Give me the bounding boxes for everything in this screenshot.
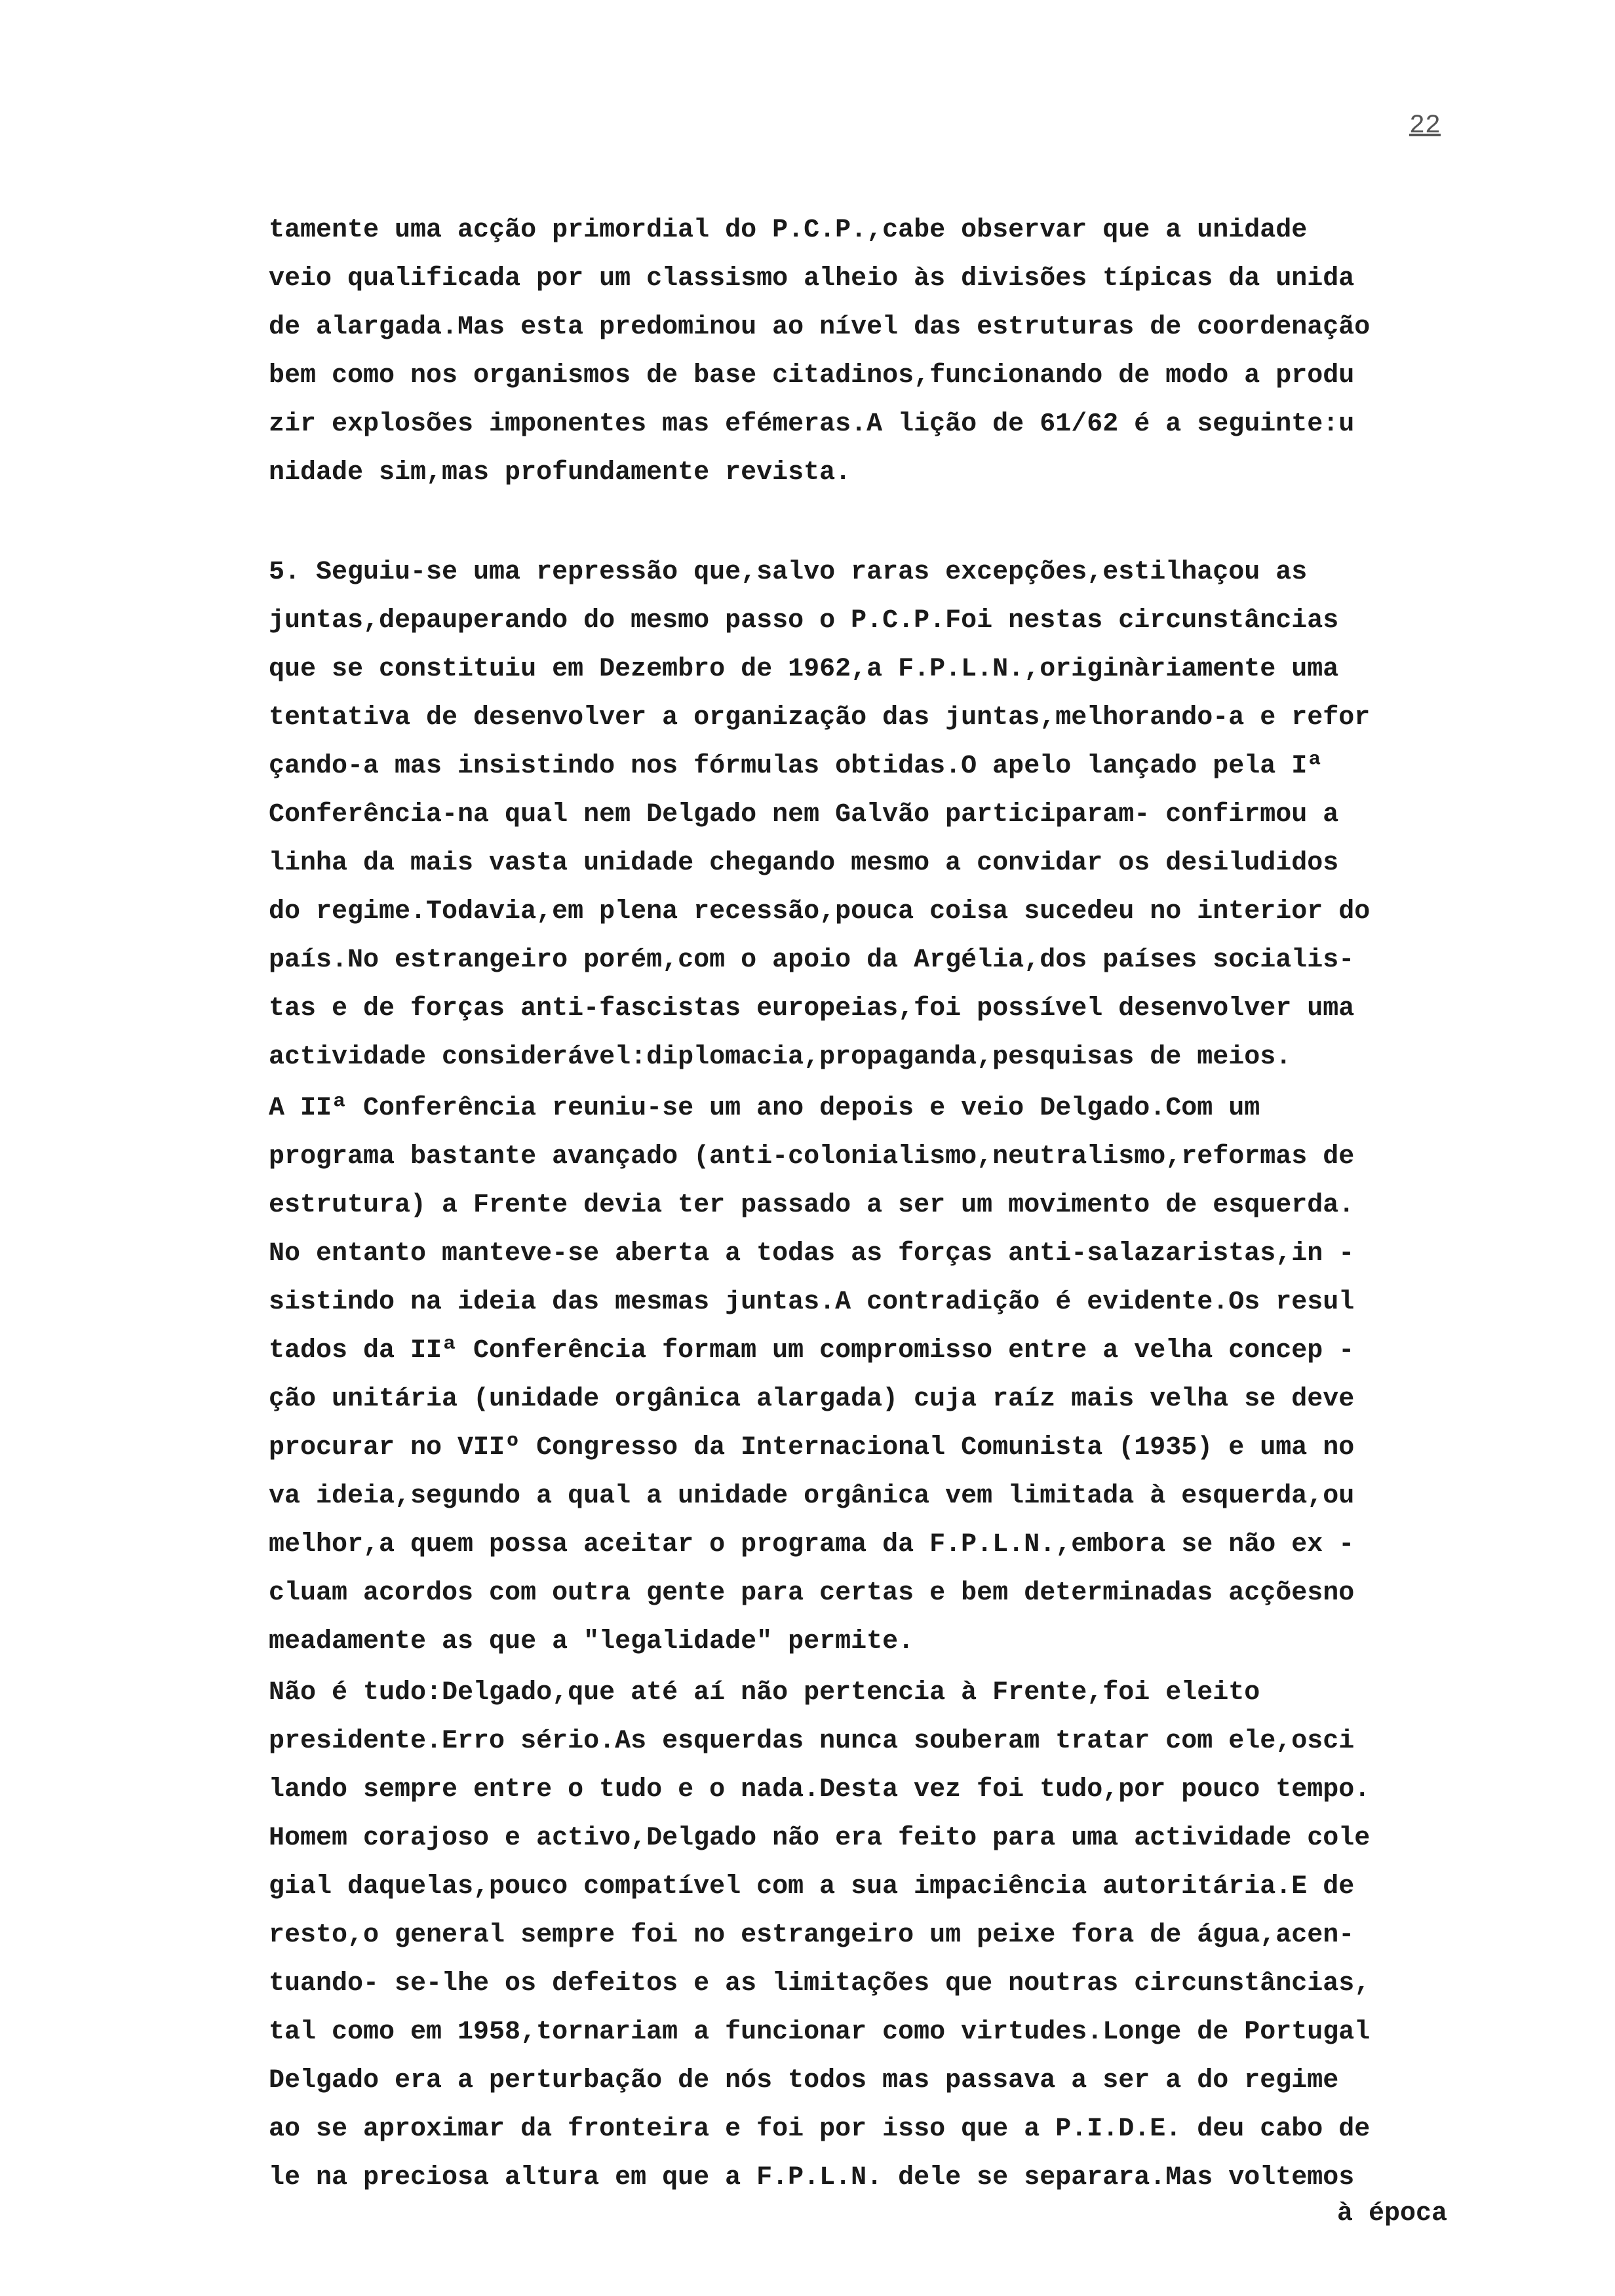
text-line: 5. Seguiu-se uma repressão que,salvo raras excepções,estilhaçou as [269, 558, 1308, 587]
text-line: gial daquelas,pouco compatível com a sua impaciência autoritária.E de [269, 1872, 1355, 1902]
text-line: tamente uma acção primordial do P.C.P.,cabe observar que a unidade [269, 216, 1308, 245]
text-line: linha da mais vasta unidade chegando mesmo a convidar os desiludidos [269, 849, 1339, 878]
text-line: le na preciosa altura em que a F.P.L.N. dele se separara.Mas voltemos [269, 2163, 1355, 2192]
text-line: A IIª Conferência reuniu-se um ano depois e veio Delgado.Com um [269, 1094, 1260, 1123]
text-line: cluam acordos com outra gente para certas e bem determinadas acçõesno [269, 1578, 1355, 1608]
text-line: va ideia,segundo a qual a unidade orgânica vem limitada à esquerda,ou [269, 1482, 1355, 1511]
text-line: veio qualificada por um classismo alheio às divisões típicas da unida [269, 264, 1355, 294]
text-line: Não é tudo:Delgado,que até aí não pertencia à Frente,foi eleito [269, 1678, 1260, 1708]
text-line: sistindo na ideia das mesmas juntas.A contradição é evidente.Os resul [269, 1288, 1355, 1317]
text-line: que se constituiu em Dezembro de 1962,a F.P.L.N.,originàriamente uma [269, 655, 1339, 684]
text-line: meadamente as que a "legalidade" permite. [269, 1627, 914, 1656]
text-line: de alargada.Mas esta predominou ao nível das estruturas de coordenação [269, 313, 1371, 342]
text-line: No entanto manteve-se aberta a todas as forças anti-salazaristas,in - [269, 1239, 1355, 1269]
page-footer: à época [1337, 2199, 1448, 2229]
text-line: programa bastante avançado (anti-colonialismo,neutralismo,reformas de [269, 1142, 1355, 1172]
text-line: resto,o general sempre foi no estrangeiro um peixe fora de água,acen- [269, 1921, 1355, 1950]
text-line: procurar no VIIº Congresso da Internacional Comunista (1935) e uma no [269, 1433, 1355, 1463]
text-line: ção unitária (unidade orgânica alargada) cuja raíz mais velha se deve [269, 1385, 1355, 1414]
text-line: zir explosões imponentes mas efémeras.A lição de 61/62 é a seguinte:u [269, 410, 1355, 439]
text-line: Delgado era a perturbação de nós todos mas passava a ser a do regime [269, 2066, 1339, 2095]
text-line: lando sempre entre o tudo e o nada.Desta vez foi tudo,por pouco tempo. [269, 1775, 1371, 1805]
page-number: 22 [1409, 111, 1441, 141]
text-line: estrutura) a Frente devia ter passado a ser um movimento de esquerda. [269, 1191, 1355, 1220]
text-line: Conferência-na qual nem Delgado nem Galvão participaram- confirmou a [269, 800, 1339, 830]
text-line: presidente.Erro sério.As esquerdas nunca souberam tratar com ele,osci [269, 1727, 1355, 1756]
text-line: país.No estrangeiro porém,com o apoio da Argélia,dos países socialis- [269, 946, 1355, 975]
text-line: tas e de forças anti-fascistas europeias,foi possível desenvolver uma [269, 994, 1355, 1024]
text-line: çando-a mas insistindo nos fórmulas obtidas.O apelo lançado pela Iª [269, 752, 1323, 781]
text-line: Homem corajoso e activo,Delgado não era feito para uma actividade cole [269, 1824, 1371, 1853]
text-line: tuando- se-lhe os defeitos e as limitações que noutras circunstâncias, [269, 1969, 1371, 1999]
text-line: tal como em 1958,tornariam a funcionar como virtudes.Longe de Portugal [269, 2018, 1371, 2047]
text-line: juntas,depauperando do mesmo passo o P.C.P.Foi nestas circunstâncias [269, 606, 1339, 636]
text-line: melhor,a quem possa aceitar o programa da F.P.L.N.,embora se não ex - [269, 1530, 1355, 1559]
text-line: bem como nos organismos de base citadinos,funcionando de modo a produ [269, 361, 1355, 391]
text-line: do regime.Todavia,em plena recessão,pouca coisa sucedeu no interior do [269, 897, 1371, 927]
text-line: actividade considerável:diplomacia,propaganda,pesquisas de meios. [269, 1043, 1292, 1072]
text-line: ao se aproximar da fronteira e foi por isso que a P.I.D.E. deu cabo de [269, 2114, 1371, 2144]
text-line: tados da IIª Conferência formam um compromisso entre a velha concep - [269, 1336, 1355, 1366]
text-line: tentativa de desenvolver a organização das juntas,melhorando-a e refor [269, 703, 1371, 733]
text-line: nidade sim,mas profundamente revista. [269, 458, 851, 488]
